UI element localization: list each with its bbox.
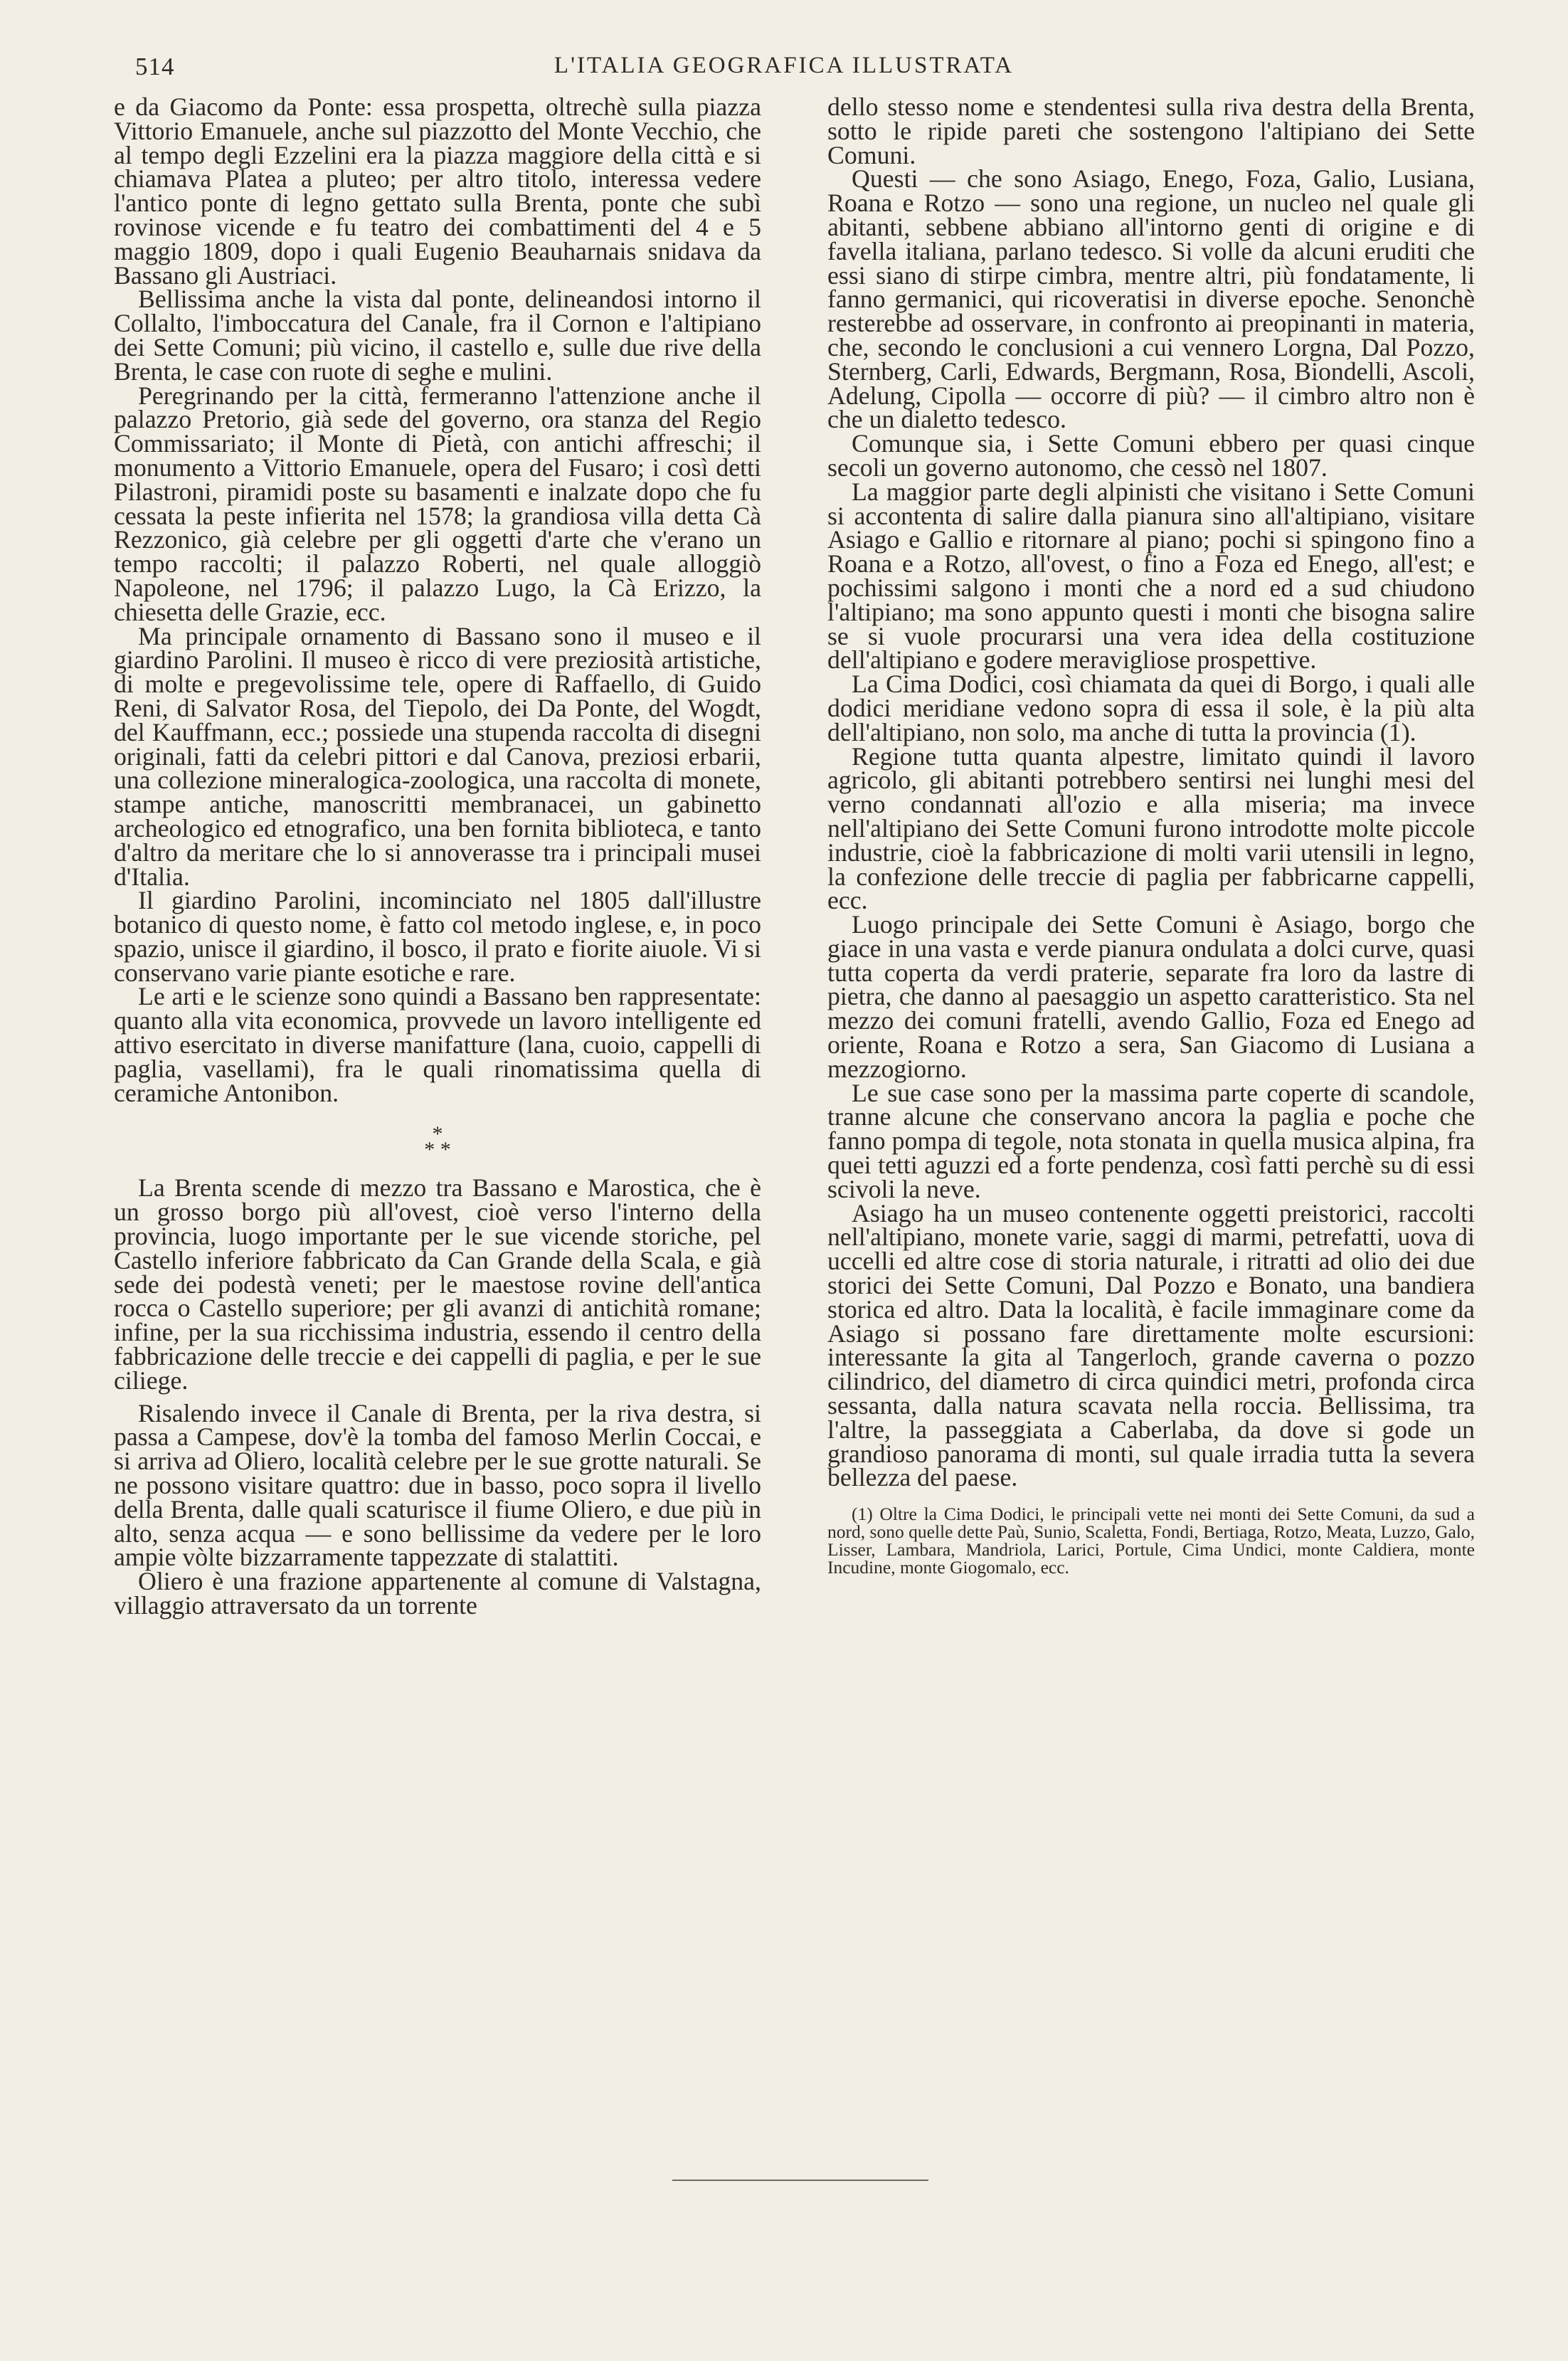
page-header [0, 47, 1568, 90]
paragraph: Oliero è una frazione appartenente al comune di Valstagna, villaggio attraversato da un torrente [114, 1567, 761, 1620]
page-number: 514 [135, 53, 175, 80]
paragraph: dello stesso nome e stendentesi sulla riva destra della Brenta, sotto le ripide pareti che sostengono l'altipiano dei Sette Comuni. [827, 93, 1475, 169]
right-column [827, 95, 1475, 1576]
footnote [827, 1506, 1475, 1576]
paragraph: Regione tutta quanta alpestre, limitato quindi il lavoro agricolo, gli abitanti potrebbero sentirsi nei lunghi mesi del verno condannati all'ozio e alla miseria; ma invece nell'altipiano dei Sette Comuni furono introdotte molte piccole industrie, cioè la fabbricazione di molti varii utensili in legno, la confezione delle treccie di paglia per fabbricarne cappelli, ecc. [827, 741, 1475, 915]
paragraph: Risalendo invece il Canale di Brenta, per la riva destra, si passa a Campese, dov'è la tomba del famoso Merlin Coccai, e si arriva ad Oliero, località celebre per le sue grotte naturali. Se ne possono visitare quattro: due in basso, poco sopra il livello della Brenta, dalle quali scaturisce il fiume Oliero, e due più in alto, senza acqua — e sono bellissime da vedere per le loro ampie vòlte bizzarramente tappezzate di stalattiti. [114, 1398, 761, 1572]
paragraph: La Cima Dodici, così chiamata da quei di Borgo, i quali alle dodici meridiane vedono sopra di essa il sole, è la più alta dell'altipiano, non solo, ma anche di tutta la provincia (1). [827, 670, 1475, 746]
footnote-text: (1) Oltre la Cima Dodici, le principali vette nei monti dei Sette Comuni, da sud a nord, sono quelle dette Paù, Sunio, Scaletta, Fondi, Bertiaga, Rotzo, Meata, Luzzo, Galo, Lisser, Lambara, Mandriola, Larici, Portule, Cima Undici, monte Caldiera, monte Incudine, monte Giogomalo, ecc. [827, 1504, 1475, 1578]
paragraph: e da Giacomo da Ponte: essa prospetta, oltrechè sulla piazza Vittorio Emanuele, anche sul piazzotto del Monte Vecchio, che al tempo degli Ezzelini era la piazza maggiore della città e si chiamava Platea a pluteo; per altro titolo, interessa vedere l'antico ponte di legno gettato sulla Brenta, ponte che subì rovinose vicende e fu teatro dei combattimenti del 4 e 5 maggio 1809, dopo i quali Eugenio Beauharnais snidava da Bassano gli Austriaci. [114, 93, 761, 290]
paragraph: Le sue case sono per la massima parte coperte di scandole, tranne alcune che conservano ancora la paglia e poche che fanno pompa di tegole, nota stonata in quella musica alpina, fra quei tetti aguzzi ed a forte pendenza, così fatti perchè su di essi scivoli la neve. [827, 1078, 1475, 1203]
paragraph: Peregrinando per la città, fermeranno l'attenzione anche il palazzo Pretorio, già sede del governo, ora stanza del Regio Commissariato; il Monte di Pietà, con antichi affreschi; il monumento a Vittorio Emanuele, opera del Fusaro; i così detti Pilastroni, piramidi poste su basamenti e inalzate dopo che fu cessata la peste infierita nel 1578; la grandiosa villa detta Cà Rezzonico, già celebre per gli oggetti d'arte che v'erano un tempo raccolti; il palazzo Roberti, nel quale alloggiò Napoleone, nel 1796; il palazzo Lugo, la Cà Erizzo, la chiesetta delle Grazie, ecc. [114, 381, 761, 626]
paragraph: Luogo principale dei Sette Comuni è Asiago, borgo che giace in una vasta e verde pianura ondulata a dolci curve, quasi tutta coperta da verdi praterie, separate fra loro da lastre di pietra, che danno al paesaggio un aspetto caratteristico. Sta nel mezzo dei comuni fratelli, avendo Gallio, Foza ed Enego ad oriente, Roana e Rotzo a sera, San Giacomo di Lusiana a mezzogiorno. [827, 910, 1475, 1083]
paragraph: La Brenta scende di mezzo tra Bassano e Marostica, che è un grosso borgo più all'ovest, cioè verso l'interno della provincia, luogo importante per le sue vicende storiche, pel Castello inferiore fabbricato da Can Grande della Scala, e già sede dei podestà veneti; per le maestose rovine dell'antica rocca o Castello superiore; per gli avanzi di antichità romane; infine, per la sua ricchissima industria, essendo il centro della fabbricazione delle treccie e dei cappelli di paglia, e per le sue ciliege. [114, 1173, 761, 1395]
paragraph: Comunque sia, i Sette Comuni ebbero per quasi cinque secoli un governo autonomo, che cessò nel 1807. [827, 429, 1475, 482]
paragraph: Asiago ha un museo contenente oggetti preistorici, raccolti nell'altipiano, monete varie, saggi di marmi, petrefatti, uova di uccelli ed altre cose di storia naturale, i ritratti ad olio dei due storici dei Sette Comuni, Dal Pozzo e Bonato, una bandiera storica ed altro. Data la località, è facile immaginare come da Asiago si possano fare direttamente molte escursioni: interessante la gita al Tangerloch, grande caverna o pozzo cilindrico, del diametro di circa quindici metri, profonda circa sessanta, dalla natura scavata nella roccia. Bellissima, tra l'altre, la passeggiata a Caberlaba, da dove si gode un grandioso panorama di monti, sul quale irradia tutta la severa bellezza del paese. [827, 1198, 1475, 1492]
left-column [114, 95, 761, 1618]
paragraph: Bellissima anche la vista dal ponte, delineandosi intorno il Collalto, l'imboccatura del Canale, fra il Cornon e l'altipiano dei Sette Comuni; più vicino, il castello e, sulle due rive della Brenta, le case con ruote di seghe e mulini. [114, 285, 761, 386]
bottom-rule [672, 2180, 928, 2181]
paragraph: Questi — che sono Asiago, Enego, Foza, Galio, Lusiana, Roana e Rotzo — sono una regione, un nucleo nel quale gli abitanti, sebbene abbiano all'intorno genti di origine e di favella italiana, parlano tedesco. Si volle da alcuni eruditi che essi siano di stirpe cimbra, mentre altri, più fondatamente, li fanno germanici, qui ricoveratisi in diverse epoche. Senonchè resterebbe ad osservare, in confronto ai preopinanti in materia, che, secondo le conclusioni a cui vennero Lorgna, Dal Pozzo, Sternberg, Carli, Edwards, Bergmann, Rosa, Biondelli, Ascoli, Adelung, Cipolla — occorre di più? — il cimbro altro non è che un dialetto tedesco. [827, 164, 1475, 434]
running-title: L'ITALIA GEOGRAFICA ILLUSTRATA [553, 53, 1015, 78]
paragraph: Ma principale ornamento di Bassano sono il museo e il giardino Parolini. Il museo è ricco di vere preziosità artistiche, di molte e pregevolissime tele, opere di Raffaello, di Guido Reni, di Salvator Rosa, del Tiepolo, dei Da Ponte, del Wogdt, del Kauffmann, ecc.; possiede una stupenda raccolta di disegni originali, fatti da celebri pittori e dal Canova, preziosi erbarii, una collezione mineralogica-zoologica, una raccolta di monete, stampe antiche, manoscritti membranacei, un gabinetto archeologico ed etnografico, una ben fornita biblioteca, e tanto d'altro da meritare che lo si annoverasse tra i principali musei d'Italia. [114, 621, 761, 891]
paragraph: La maggior parte degli alpinisti che visitano i Sette Comuni si accontenta di salire dalla pianura sino all'altipiano, visitare Asiago e Gallio e ritornare al piano; pochi si spingono fino a Roana e a Rotzo, all'ovest, o fino a Foza ed Enego, all'est; e pochissimi salgono i monti che a nord ed a sud chiudono l'altipiano; ma sono appunto questi i monti che bisogna salire se si vuole procurarsi una vera idea della costituzione dell'altipiano e godere meravigliose prospettive. [827, 477, 1475, 675]
section-asterism: * * * [424, 1122, 451, 1162]
paragraph: Le arti e le scienze sono quindi a Bassano ben rappresentate: quanto alla vita economica, provvede un lavoro intelligente ed attivo esercitato in diverse manifatture (lana, cuoio, cappelli di paglia, vasellami), fra le quali rinomatissima quella di ceramiche Antonibon. [114, 982, 761, 1107]
paragraph: Il giardino Parolini, incominciato nel 1805 dall'illustre botanico di questo nome, è fatto col metodo inglese, e, in poco spazio, unisce il giardino, il bosco, il prato e fiorite aiuole. Vi si conservano varie piante esotiche e rare. [114, 886, 761, 987]
